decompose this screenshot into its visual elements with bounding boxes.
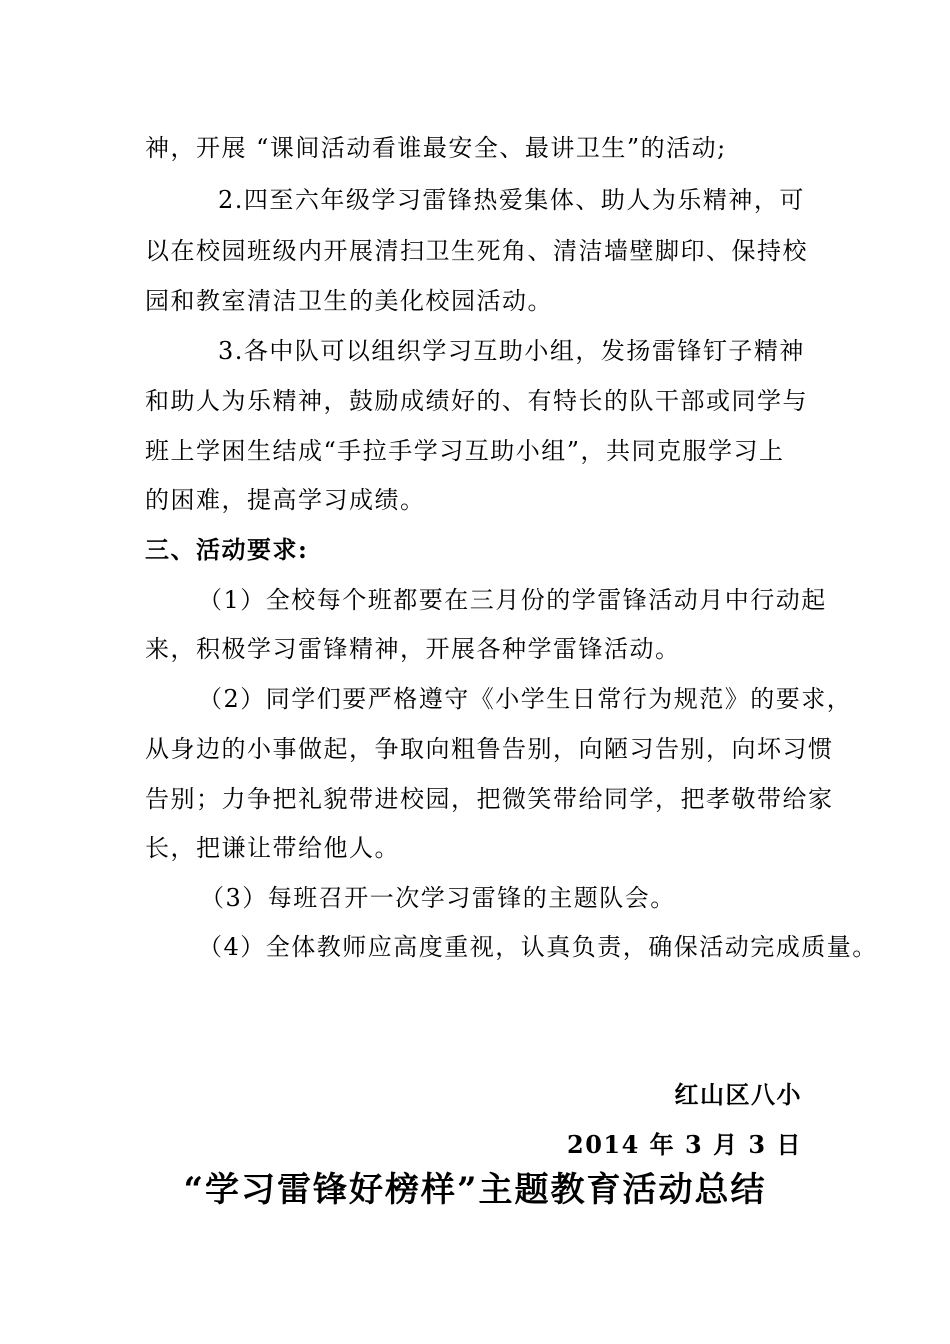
- body-line: 园和教室清洁卫生的美化校园活动。: [145, 287, 553, 315]
- body-line: 神，开展 “课间活动看谁最安全、最讲卫生”的活动;: [145, 134, 727, 162]
- body-line: 班上学困生结成“手拉手学习互助小组”，共同克服学习上: [145, 437, 785, 465]
- requirement-line: （2）同学们要严格遵守《小学生日常行为规范》的要求，: [198, 685, 853, 713]
- signature-date: 2014 年 3 月 3 日: [567, 1130, 802, 1159]
- signature-organization: 红山区八小: [674, 1080, 802, 1109]
- requirement-line: 长，把谦让带给他人。: [145, 834, 400, 862]
- requirement-line: 告别；力争把礼貌带进校园，把微笑带给同学，把孝敬带给家: [145, 785, 834, 813]
- next-document-title: “学习雷锋好榜样”主题教育活动总结: [183, 1170, 767, 1210]
- section-heading: 三、活动要求:: [145, 535, 309, 564]
- body-line: 和助人为乐精神，鼓励成绩好的、有特长的队干部或同学与: [145, 387, 808, 415]
- body-line: 以在校园班级内开展清扫卫生死角、清洁墙壁脚印、保持校: [145, 237, 808, 265]
- body-line: 2.四至六年级学习雷锋热爱集体、助人为乐精神，可: [218, 186, 805, 214]
- requirement-line: 来，积极学习雷锋精神，开展各种学雷锋活动。: [145, 635, 681, 663]
- body-line: 的困难，提高学习成绩。: [145, 486, 426, 514]
- body-line: 3.各中队可以组织学习互助小组，发扬雷锋钉子精神: [218, 337, 805, 365]
- requirement-line: 从身边的小事做起，争取向粗鲁告别，向陋习告别，向坏习惯: [145, 735, 834, 763]
- requirement-line: （4）全体教师应高度重视，认真负责，确保活动完成质量。: [198, 933, 878, 961]
- requirement-line: （1）全校每个班都要在三月份的学雷锋活动月中行动起: [198, 586, 827, 614]
- requirement-line: （3）每班召开一次学习雷锋的主题队会。: [200, 884, 676, 912]
